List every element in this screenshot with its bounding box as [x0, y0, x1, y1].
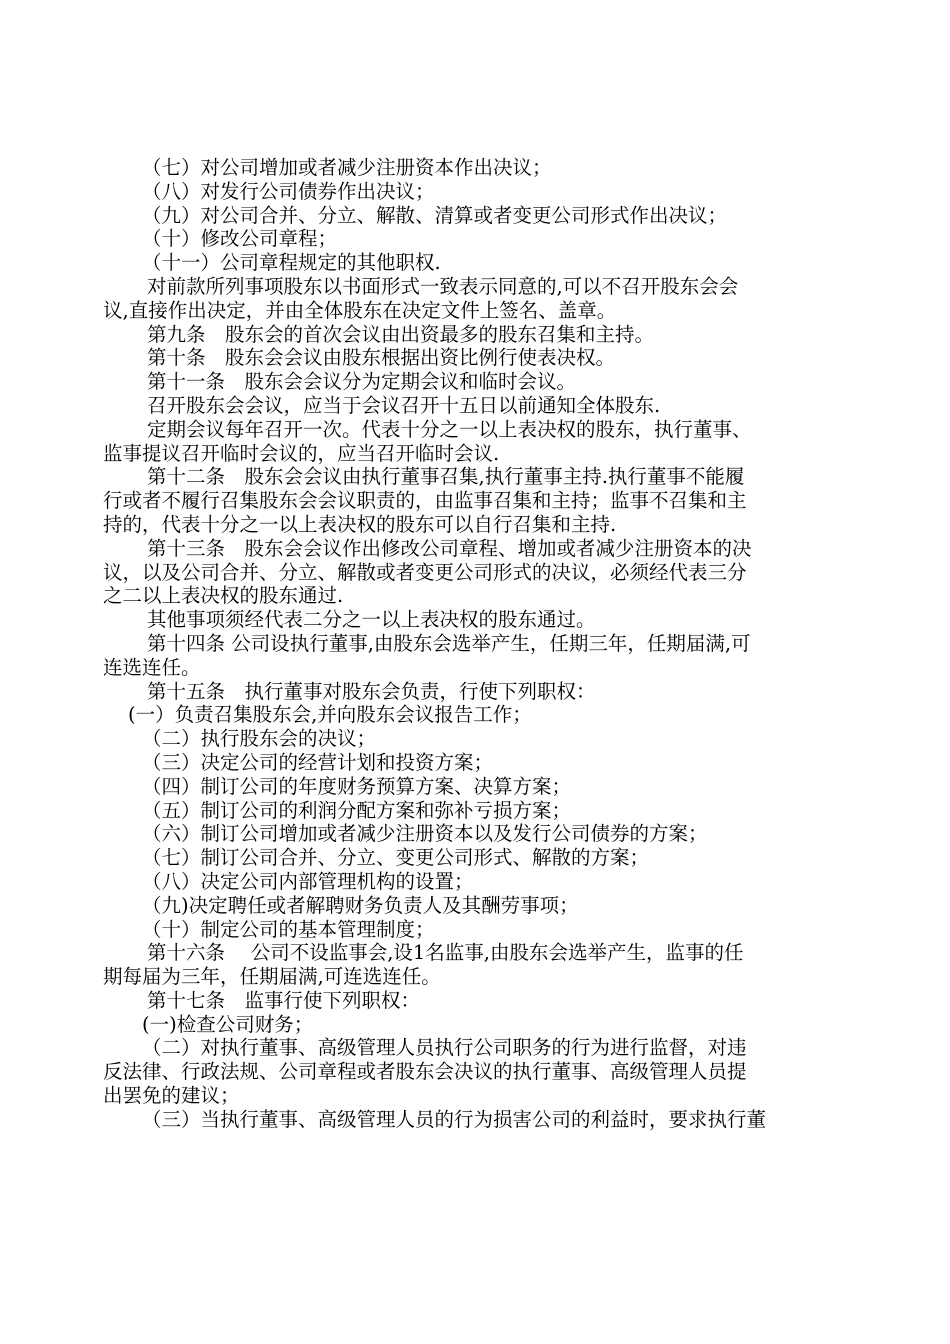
text-line: (一）负责召集股东会,并向股东会议报告工作；	[128, 703, 532, 727]
text-line: （九）对公司合并、分立、解散、清算或者变更公司形式作出决议；	[142, 203, 728, 227]
text-line: 期每届为三年，任期届满,可连选连任。	[103, 965, 441, 989]
text-line: （九)决定聘任或者解聘财务负责人及其酬劳事项；	[142, 893, 579, 917]
text-line: 第十条 股东会会议由股东根据出资比例行使表决权。	[147, 346, 616, 370]
text-line: 持的，代表十分之一以上表决权的股东可以自行召集和主持.	[103, 512, 617, 536]
text-line: 反法律、行政法规、公司章程或者股东会决议的执行董事、高级管理人员提	[103, 1060, 747, 1084]
text-line: 之二以上表决权的股东通过.	[103, 584, 344, 608]
text-line: 第十二条 股东会会议由执行董事召集,执行董事主持.执行董事不能履	[147, 465, 745, 489]
text-line: 监事提议召开临时会议的，应当召开临时会议.	[103, 441, 500, 465]
text-line: （三）当执行董事、高级管理人员的行为损害公司的利益时，要求执行董	[142, 1107, 767, 1131]
text-line: （八）对发行公司债券作出决议；	[142, 179, 435, 203]
text-line: 第十五条 执行董事对股东会负责，行使下列职权：	[147, 679, 596, 703]
text-line: （八）决定公司内部管理机构的设置；	[142, 869, 474, 893]
text-line: 第九条 股东会的首次会议由出资最多的股东召集和主持。	[147, 322, 655, 346]
text-line: 出罢免的建议；	[103, 1084, 240, 1108]
text-line: （七）制订公司合并、分立、变更公司形式、解散的方案；	[142, 846, 650, 870]
text-line: 定期会议每年召开一次。代表十分之一以上表决权的股东，执行董事、	[147, 417, 752, 441]
text-line: 议,直接作出决定，并由全体股东在决定文件上签名、盖章。	[103, 298, 617, 322]
text-line: （二）对执行董事、高级管理人员执行公司职务的行为进行监督，对违	[142, 1036, 747, 1060]
text-line: （十）修改公司章程；	[142, 227, 338, 251]
text-line: 议，以及公司合并、分立、解散或者变更公司形式的决议，必须经代表三分	[103, 560, 747, 584]
text-line: 第十六条 公司不设监事会,设1名监事,由股东会选举产生，监事的任	[147, 941, 744, 965]
text-line: 第十七条 监事行使下列职权：	[147, 988, 421, 1012]
text-line: 连选连任。	[103, 655, 201, 679]
text-line: 行或者不履行召集股东会会议职责的，由监事召集和主持；监事不召集和主	[103, 489, 747, 513]
text-line: （五）制订公司的利润分配方案和弥补亏损方案；	[142, 798, 572, 822]
text-line: 第十三条 股东会会议作出修改公司章程、增加或者减少注册资本的决	[147, 536, 752, 560]
text-line: （二）执行股东会的决议；	[142, 727, 377, 751]
text-line: 召开股东会会议，应当于会议召开十五日以前通知全体股东.	[147, 393, 661, 417]
text-line: 对前款所列事项股东以书面形式一致表示同意的,可以不召开股东会会	[147, 274, 739, 298]
text-line: 第十四条 公司设执行董事,由股东会选举产生，任期三年，任期届满,可	[147, 631, 751, 655]
text-line: (一)检查公司财务；	[142, 1012, 314, 1036]
document-body	[103, 156, 849, 1132]
text-line: （三）决定公司的经营计划和投资方案；	[142, 750, 494, 774]
text-line: 第十一条 股东会会议分为定期会议和临时会议。	[147, 370, 577, 394]
text-line: 其他事项须经代表二分之一以上表决权的股东通过。	[147, 608, 596, 632]
text-line: （六）制订公司增加或者减少注册资本以及发行公司债券的方案；	[142, 822, 708, 846]
text-line: （七）对公司增加或者减少注册资本作出决议；	[142, 156, 552, 179]
text-line: （十）制定公司的基本管理制度；	[142, 917, 435, 941]
text-line: （十一）公司章程规定的其他职权.	[142, 251, 441, 275]
text-line: （四）制订公司的年度财务预算方案、决算方案；	[142, 774, 572, 798]
